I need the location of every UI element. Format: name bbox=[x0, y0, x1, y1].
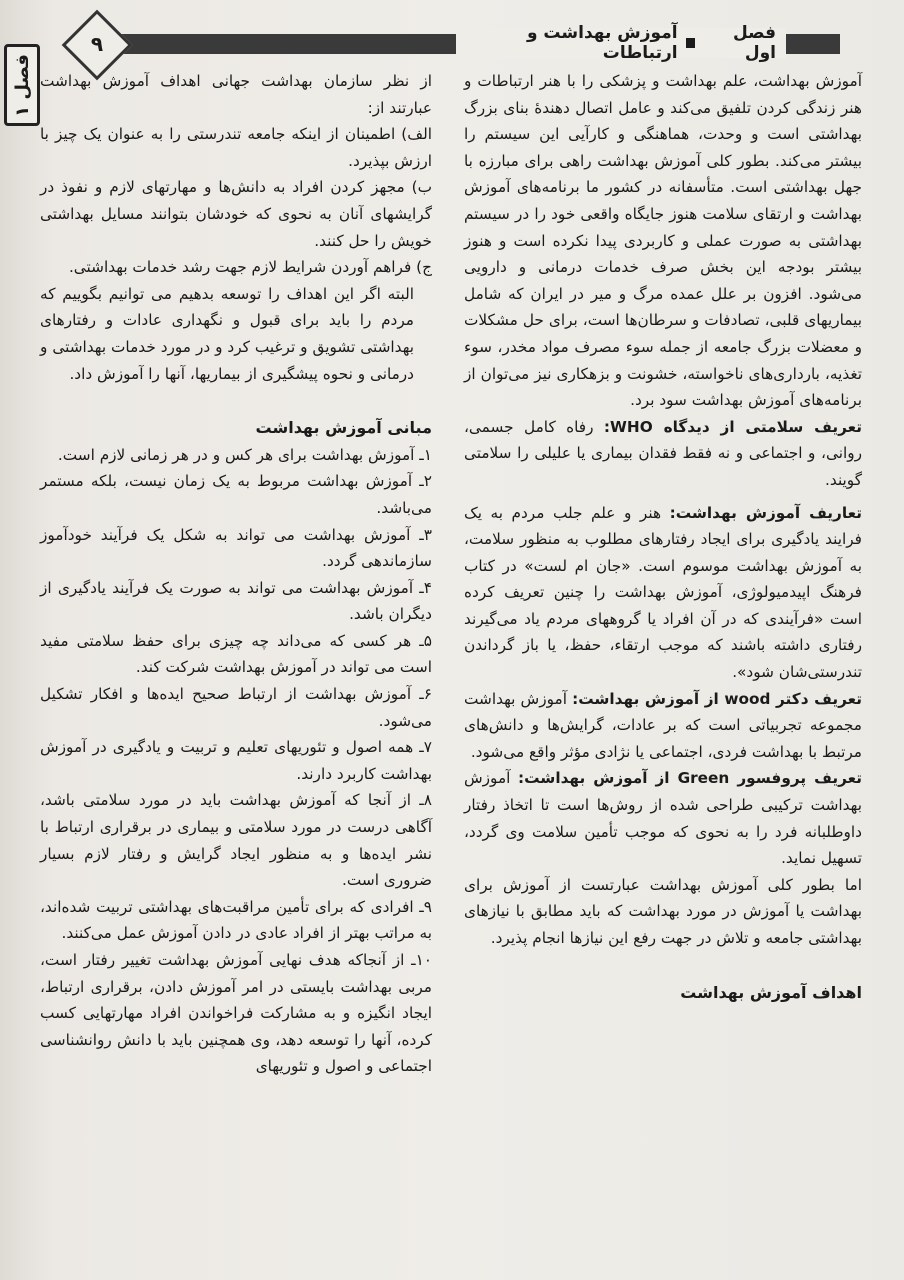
running-header bbox=[456, 23, 786, 63]
principle-item: ۷ـ همه اصول و تئوریهای تعلیم و تربیت و یادگیری در آموزش بهداشت کاربرد دارند. bbox=[40, 738, 432, 783]
green-definition-text: آموزش بهداشت ترکیبی طراحی شده از روش‌ها است تا اتخاذ رفتار داوطلبانه فرد را به نحوی که موجب تأمین سلامت وی گردد، تسهیل نماید. bbox=[464, 769, 862, 868]
chapter-title: فصل اول bbox=[732, 23, 776, 63]
definitions-label: تعاریف آموزش بهداشت: bbox=[669, 503, 862, 522]
goal-b: ب) مجهز کردن افراد به دانش‌ها و مهارتهای لازم و نفوذ در گرایشهای آنان به نحوی که خودشان بتوانند مسایل بهداشتی خویش را حل کنند. bbox=[40, 178, 432, 250]
section-title: آموزش بهداشت و ارتباطات bbox=[526, 23, 678, 63]
wood-definition bbox=[464, 686, 862, 766]
wood-definition-text: آموزش بهداشت مجموعه تجربیاتی است که بر عادات، گرایش‌ها و دانش‌های مرتبط با بهداشت فردی، اجتماعی یا نژادی مؤثر واقع می‌شود. bbox=[464, 689, 862, 761]
who-definition-label: تعریف سلامتی از دیدگاه WHO: bbox=[603, 417, 862, 436]
chapter-tab-label: فصل ۱ bbox=[11, 53, 33, 117]
principle-item: ۹ـ افرادی که برای تأمین مراقبت‌های بهداشتی تربیت شده‌اند، به مراتب بهتر از افراد عادی در دادن آموزش عمل می‌کنند. bbox=[40, 897, 432, 943]
who-definition-text: رفاه کامل جسمی، روانی، و اجتماعی و نه فقط فقدان بیماری یا علیلی را سلامتی گویند. bbox=[464, 417, 862, 489]
health-education-definitions bbox=[464, 500, 862, 686]
principle-item: ۳ـ آموزش بهداشت می تواند به شکل یک فرآیند خودآموز سازماندهی گردد. bbox=[40, 525, 432, 571]
left-column bbox=[40, 68, 432, 1080]
principles-heading: مبانی آموزش بهداشت bbox=[255, 418, 432, 438]
definitions-text: هنر و علم جلب مردم به یک فرایند یادگیری برای ایجاد رفتارهای مطلوب به منظور سلامت، به آموزش بهداشت موسوم است. «جان ام لست» در کتاب فرهنگ اپیدمیولوژی، آموزش بهداشت را چنین تعریف کرده است «فرآیندی که در آن افراد یا گروههای مردم یاد می‌گیرند رفتاری داشته باشند که موجب ارتقاء، حفظ، یا باز گرداندن تندرستی‌شان شود». bbox=[464, 503, 862, 682]
green-definition bbox=[464, 765, 862, 871]
goal-a: الف) اطمینان از اینکه جامعه تندرستی را به عنوان یک چیز با ارزش بپذیرد. bbox=[40, 125, 432, 170]
goals-heading: اهداف آموزش بهداشت bbox=[680, 982, 862, 1002]
who-goals-intro: از نظر سازمان بهداشت جهانی اهداف آموزش بهداشت عبارتند از: bbox=[40, 72, 432, 117]
goal-c: ج) فراهم آوردن شرایط لازم جهت رشد خدمات بهداشتی. bbox=[68, 258, 432, 277]
principle-item: ۴ـ آموزش بهداشت می تواند به صورت یک فرآیند یادگیری از دیگران باشد. bbox=[40, 578, 432, 624]
goals-note: البته اگر این اهداف را توسعه بدهیم می توانیم بگوییم که مردم را باید برای قبول و نگهداری عادات و رفتارهای بهداشتی تشویق و ترغیب کرد و در مورد خدمات بهداشتی و درمانی و نحوه پیشگیری از بیماریها، آنها را آموزش داد. bbox=[40, 284, 414, 383]
intro-paragraph: آموزش بهداشت، علم بهداشت و پزشکی را با هنر ارتباطات و هنر زندگی کردن تلفیق می‌کند و عامل اتصال دهندهٔ بنای بزرگ بهداشتی است و وحدت، هماهنگی و کارآیی این سیستم را بیشتر می‌کند. بطور کلی آموزش بهداشت راهی برای مبارزه با جهل بهداشتی است. متأسفانه در کشور ما برنامه‌های آموزش بهداشت و ارتقای سلامت هنوز جایگاه واقعی خود را در سیستم بهداشتی به صورت عملی و کاربردی پیدا نکرده است و هنوز بیشتر بودجه این بخش صرف خدمات درمانی و دارویی می‌شود. افزون بر علل عمده مرگ و میر در ایران که شامل بیماریهای قلبی، تصادفات و سرطان‌ها است، برای حل مشکلات و معضلات بزرگ جامعه از جمله سوء مصرف مواد مخدر، سوء تغذیه، بارداری‌های ناخواسته، خشونت و بزهکاری نیز می‌توان از برنامه‌های آموزش بهداشت سود برد. bbox=[464, 72, 862, 410]
who-definition bbox=[464, 414, 862, 494]
principle-item: ۱۰ـ از آنجاکه هدف نهایی آموزش بهداشت تغییر رفتار است، مربی بهداشت بایستی در امر آموزش دادن، برقراری ارتباط، ایجاد انگیزه و به مشارکت فراخواندن افراد مهارتهایی کسب کرده، آنها را توسعه دهد، وی همچنین باید با دانش روانشناسی اجتماعی و اصول و تئوریهای bbox=[40, 951, 432, 1076]
principle-item: ۲ـ آموزش بهداشت مربوط به یک زمان نیست، بلکه مستمر می‌باشد. bbox=[40, 472, 432, 517]
principle-item: ۵ـ هر کسی که می‌داند چه چیزی برای حفظ سلامتی مفید است می تواند در آموزش بهداشت شرکت کند. bbox=[40, 631, 432, 677]
wood-definition-label: تعریف دکتر wood از آموزش بهداشت: bbox=[572, 689, 862, 708]
summary-paragraph: اما بطور کلی آموزش بهداشت عبارتست از آموزش برای بهداشت یا آموزش در مورد بهداشت که باید مطابق با نیازهای بهداشتی جامعه و تلاش در جهت رفع این نیازها انجام پذیرد. bbox=[464, 875, 862, 947]
principle-item: ۱ـ آموزش بهداشت برای هر کس و در هر زمانی لازم است. bbox=[57, 445, 432, 464]
right-column bbox=[464, 68, 862, 1006]
chapter-tab bbox=[4, 44, 40, 126]
principle-item: ۶ـ آموزش بهداشت از ارتباط صحیح ایده‌ها و افکار تشکیل می‌شود. bbox=[40, 685, 432, 730]
green-definition-label: تعریف پروفسور Green از آموزش بهداشت: bbox=[517, 769, 862, 788]
bullet-square-icon bbox=[686, 38, 695, 48]
page-number: ۹ bbox=[90, 32, 104, 56]
principle-item: ۸ـ از آنجا که آموزش بهداشت باید در مورد سلامتی باشد، آگاهی درست در مورد سلامتی و بیماری در برقراری ارتباط با نشر ایده‌ها و به منظور ایجاد گرایش و رفتار لازم بسیار ضروری است. bbox=[40, 791, 432, 890]
